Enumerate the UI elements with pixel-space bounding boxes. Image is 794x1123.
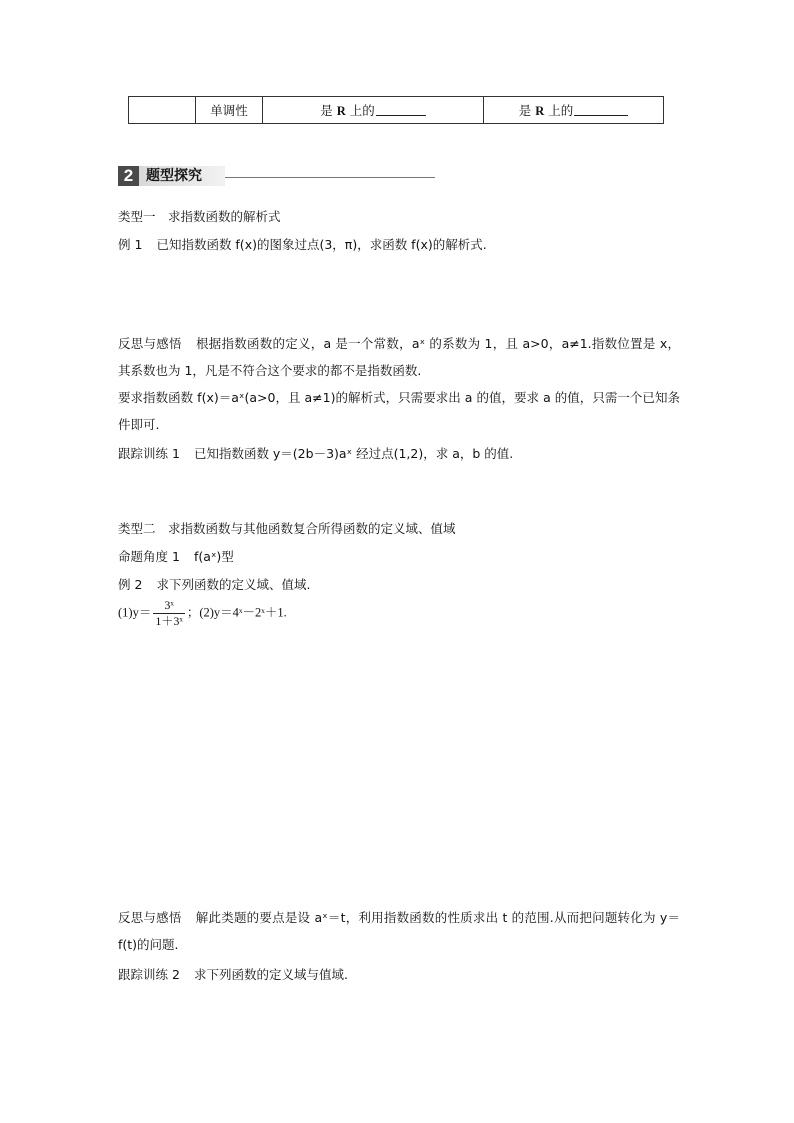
practice-2 [118, 965, 348, 983]
properties-table [128, 96, 664, 124]
example-2-label: 例 2 [118, 577, 143, 592]
reflection-1-label: 反思与感悟 [118, 336, 182, 351]
practice-2-text: 求下列函数的定义域与值域. [193, 967, 348, 982]
practice-1 [118, 444, 513, 462]
formula-2: ；(2)y＝4ˣ－2ˣ＋1. [186, 605, 287, 620]
section-title: 题型探究 [146, 168, 202, 184]
type2-heading: 类型二 求指数函数与其他函数复合所得函数的定义域、值域 [118, 521, 456, 536]
example-2-formulas [118, 598, 287, 629]
reflection-2-label: 反思与感悟 [118, 910, 182, 925]
practice-1-label: 跟踪训练 1 [118, 446, 180, 461]
example-2-text: 求下列函数的定义域、值域. [156, 577, 311, 592]
example-1-text: 已知指数函数 f(x)的图象过点(3，π)，求函数 f(x)的解析式. [156, 237, 487, 252]
section-number-badge: 2 [118, 166, 139, 186]
proposition-angle-label: 命题角度 1 [118, 549, 180, 564]
table-cell-case1: 是 R 上的 [263, 97, 484, 124]
reflection-1-continued: 要求指数函数 f(x)＝aˣ(a>0，且 a≠1)的解析式，只需要求出 a 的值，要求 a 的值，只需一个已知条件即可. [118, 390, 680, 432]
table-row-monotonicity [129, 97, 664, 124]
reflection-2-text: 解此类题的要点是设 aˣ＝t，利用指数函数的性质求出 t 的范围.从而把问题转化为 y＝f(t)的问题. [118, 910, 680, 952]
answer-blank[interactable] [376, 103, 426, 116]
proposition-angle-text: f(aˣ)型 [193, 549, 234, 564]
reflection-2 [118, 904, 680, 958]
example-1-label: 例 1 [118, 237, 143, 252]
example-2 [118, 575, 310, 593]
formula-1-prefix: (1)y＝ [118, 605, 152, 620]
example-1 [118, 235, 487, 253]
answer-blank[interactable] [574, 103, 628, 116]
section-divider [225, 177, 435, 178]
fraction-denominator: 1＋3ˣ [155, 614, 183, 628]
proposition-angle-1 [118, 547, 234, 565]
table-cell-empty [129, 97, 196, 124]
reflection-1-text: 根据指数函数的定义，a 是一个常数，aˣ 的系数为 1，且 a>0，a≠1.指数位置是 x，其系数也为 1，凡是不符合这个要求的都不是指数函数. [118, 336, 680, 378]
fraction-numerator: 3ˣ [153, 598, 184, 614]
table-cell-case2: 是 R 上的 [484, 97, 664, 124]
formula-1-fraction [153, 598, 184, 629]
practice-1-text: 已知指数函数 y＝(2b－3)aˣ 经过点(1,2)，求 a，b 的值. [193, 446, 514, 461]
reflection-1 [118, 330, 680, 384]
practice-2-label: 跟踪训练 2 [118, 967, 180, 982]
type1-heading: 类型一 求指数函数的解析式 [118, 209, 281, 224]
table-cell-monotonicity-label: 单调性 [196, 97, 263, 124]
